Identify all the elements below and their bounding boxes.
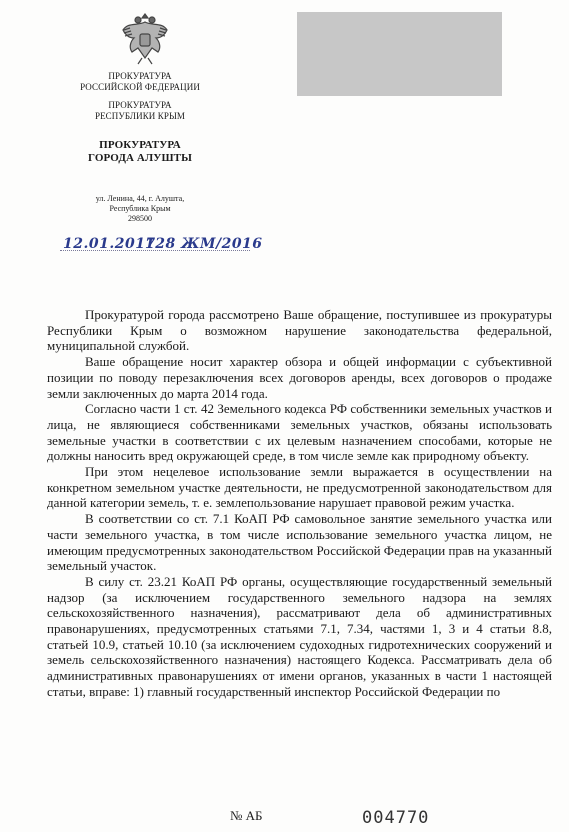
handwritten-number: 128 ЖМ/2016 [145, 236, 263, 252]
org-line: РЕСПУБЛИКИ КРЫМ [94, 111, 186, 121]
org-line: ПРОКУРАТУРА [108, 71, 172, 81]
address-line: 298500 [128, 214, 152, 223]
org-line: ГОРОДА АЛУШТЫ [88, 152, 192, 164]
handwritten-date: 12.01.2017 [63, 236, 156, 252]
org-address [60, 194, 220, 224]
body-paragraph: В соответствии со ст. 7.1 КоАП РФ самовольное занятие земельного участка или части земельного участка, в том числе использование земельного участка лицом, не имеющим предусмотренных законодательством Российской Федерации прав на указанный земельный участок. [47, 511, 552, 574]
body-paragraph: Согласно части 1 ст. 42 Земельного кодекса РФ собственники земельных участков и лица, не являющиеся собственниками земельных участков, обязаны использовать земельные участки в соответствии с их целевым назначением способами, которые не должны наносить вред окружающей среде, в том числе земле как природному объекту. [47, 401, 552, 464]
date-number-line [60, 250, 250, 251]
redacted-recipient-block [297, 12, 502, 96]
org-line: РОССИЙСКОЙ ФЕДЕРАЦИИ [80, 82, 200, 92]
org-name-city [60, 139, 220, 165]
body-paragraph: Прокуратурой города рассмотрено Ваше обращение, поступившее из прокуратуры Республики Крым о возможном нарушение законодательства федеральной, муниципальной службой. [47, 307, 552, 354]
org-line: ПРОКУРАТУРА [99, 139, 181, 151]
letter-body [47, 307, 552, 700]
form-series-label: № АБ [230, 808, 263, 823]
body-paragraph: Ваше обращение носит характер обзора и общей информации с субъективной позиции по поводу перезаключения всех договоров аренды, всех договоров о продаже земли заключенных до марта 2014 года. [47, 354, 552, 401]
body-paragraph: При этом нецелевое использование земли выражается в осуществлении на конкретном земельном участке деятельности, не предусмотренной законодательством для данной категории земель, т. е. землепользование нарушает правовой режим участка. [47, 464, 552, 511]
coat-of-arms-icon [120, 8, 170, 66]
org-name-republic [60, 100, 220, 122]
org-name-federal [60, 71, 220, 93]
address-line: ул. Ленина, 44, г. Алушта, [95, 194, 185, 203]
org-line: ПРОКУРАТУРА [108, 100, 172, 110]
address-line: Республика Крым [109, 204, 171, 213]
form-serial-number: 004770 [362, 808, 430, 828]
body-paragraph: В силу ст. 23.21 КоАП РФ органы, осуществляющие государственный земельный надзор (за исключением государственного земельного надзора на землях сельскохозяйственного назначения), рассматривают дела об административных правонарушениях, предусмотренных статьями 7.1, 7.34, частями 1, 3 и 4 статьи 8.8, статьей 10.9, статьей 10.10 (за исключением судоходных гидротехнических сооружений и земель сельскохозяйственного назначения) настоящего Кодекса. Рассматривать дела об административных правонарушениях от имени органов, указанных в части 1 настоящей статьи, вправе: 1) главный государственный инспектор Российской Федерации по [47, 573, 552, 699]
